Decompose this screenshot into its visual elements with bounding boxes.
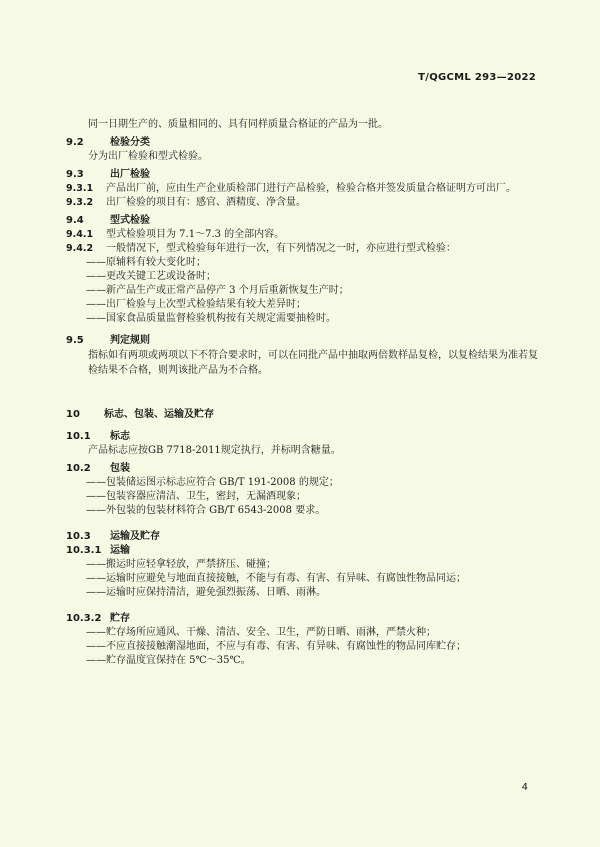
list-item: ——新产品生产或正常产品停产 3 个月后重新恢复生产时； bbox=[86, 285, 349, 296]
page-number: 4 bbox=[521, 782, 528, 793]
section-heading-10-3: 10.3 运输及贮存 bbox=[66, 531, 160, 542]
paragraph: 同一日期生产的、质量相同的、具有同样质量合格证的产品为一批。 bbox=[88, 119, 388, 130]
doc-code: T/QGCML 293—2022 bbox=[418, 72, 536, 83]
list-item: ——国家食品质量监督检验机构按有关规定需要抽检时。 bbox=[86, 313, 336, 324]
list-item: ——包装储运图示标志应符合 GB/T 191-2008 的规定； bbox=[86, 477, 339, 488]
section-heading-9-2: 9.2 检验分类 bbox=[66, 137, 150, 148]
list-item: ——不应直接接触潮湿地面，不应与有毒、有害、有异味、有腐蚀性的物品同库贮存； bbox=[86, 641, 466, 652]
list-item: ——运输时应避免与地面直接接触，不能与有毒、有害、有异味、有腐蚀性物品同运； bbox=[86, 573, 466, 584]
paragraph: 指标如有两项或两项以下不符合要求时，可以在同批产品中抽取两倍数样品复检，以复检结果为准若复检结果不合格，则判该批产品为不合格。 bbox=[88, 350, 538, 376]
paragraph: 分为出厂检验和型式检验。 bbox=[88, 151, 208, 162]
section-heading-10-2: 10.2 包装 bbox=[66, 463, 130, 474]
section-heading-9-3: 9.3 出厂检验 bbox=[66, 169, 150, 180]
list-item: ——出厂检验与上次型式检验结果有较大差异时； bbox=[86, 299, 306, 310]
clause-9-4-1: 9.4.1 型式检验项目为 7.1～7.3 的全部内容。 bbox=[66, 229, 285, 240]
document-body bbox=[66, 118, 540, 668]
list-item: ——外包装的包装材料符合 GB/T 6543-2008 要求。 bbox=[86, 505, 326, 516]
list-item: ——原辅料有较大变化时； bbox=[86, 257, 206, 268]
section-heading-10-1: 10.1 标志 bbox=[66, 431, 130, 442]
section-heading-10-3-1: 10.3.1 运输 bbox=[66, 545, 130, 556]
list-item: ——运输时应保持清洁，避免强烈振荡、日晒、雨淋。 bbox=[86, 587, 326, 598]
clause-9-3-2: 9.3.2 出厂检验的项目有：感官、酒精度、净含量。 bbox=[66, 197, 306, 208]
section-heading-10: 10 标志、包装、运输及贮存 bbox=[66, 409, 214, 420]
list-item: ——包装容器应清洁、卫生，密封，无漏酒现象； bbox=[86, 491, 306, 502]
list-item: ——贮存温度宜保持在 5℃～35℃。 bbox=[86, 655, 251, 666]
paragraph: 产品标志应按GB 7718-2011规定执行，并标明含糖量。 bbox=[88, 445, 341, 456]
list-item: ——贮存场所应通风、干燥、清洁、安全、卫生，严防日晒、雨淋，严禁火种； bbox=[86, 627, 436, 638]
clause-9-4-2: 9.4.2 一般情况下，型式检验每年进行一次，有下列情况之一时，亦应进行型式检验： bbox=[66, 243, 456, 254]
clause-9-3-1: 9.3.1 产品出厂前，应由生产企业质检部门进行产品检验，检验合格并签发质量合格证明方可出厂。 bbox=[66, 183, 516, 194]
section-heading-9-4: 9.4 型式检验 bbox=[66, 215, 150, 226]
section-heading-10-3-2: 10.3.2 贮存 bbox=[66, 613, 130, 624]
section-heading-9-5: 9.5 判定规则 bbox=[66, 335, 150, 346]
list-item: ——搬运时应轻拿轻放，严禁挤压、碰撞； bbox=[86, 559, 276, 570]
list-item: ——更改关键工艺或设备时； bbox=[86, 271, 216, 282]
